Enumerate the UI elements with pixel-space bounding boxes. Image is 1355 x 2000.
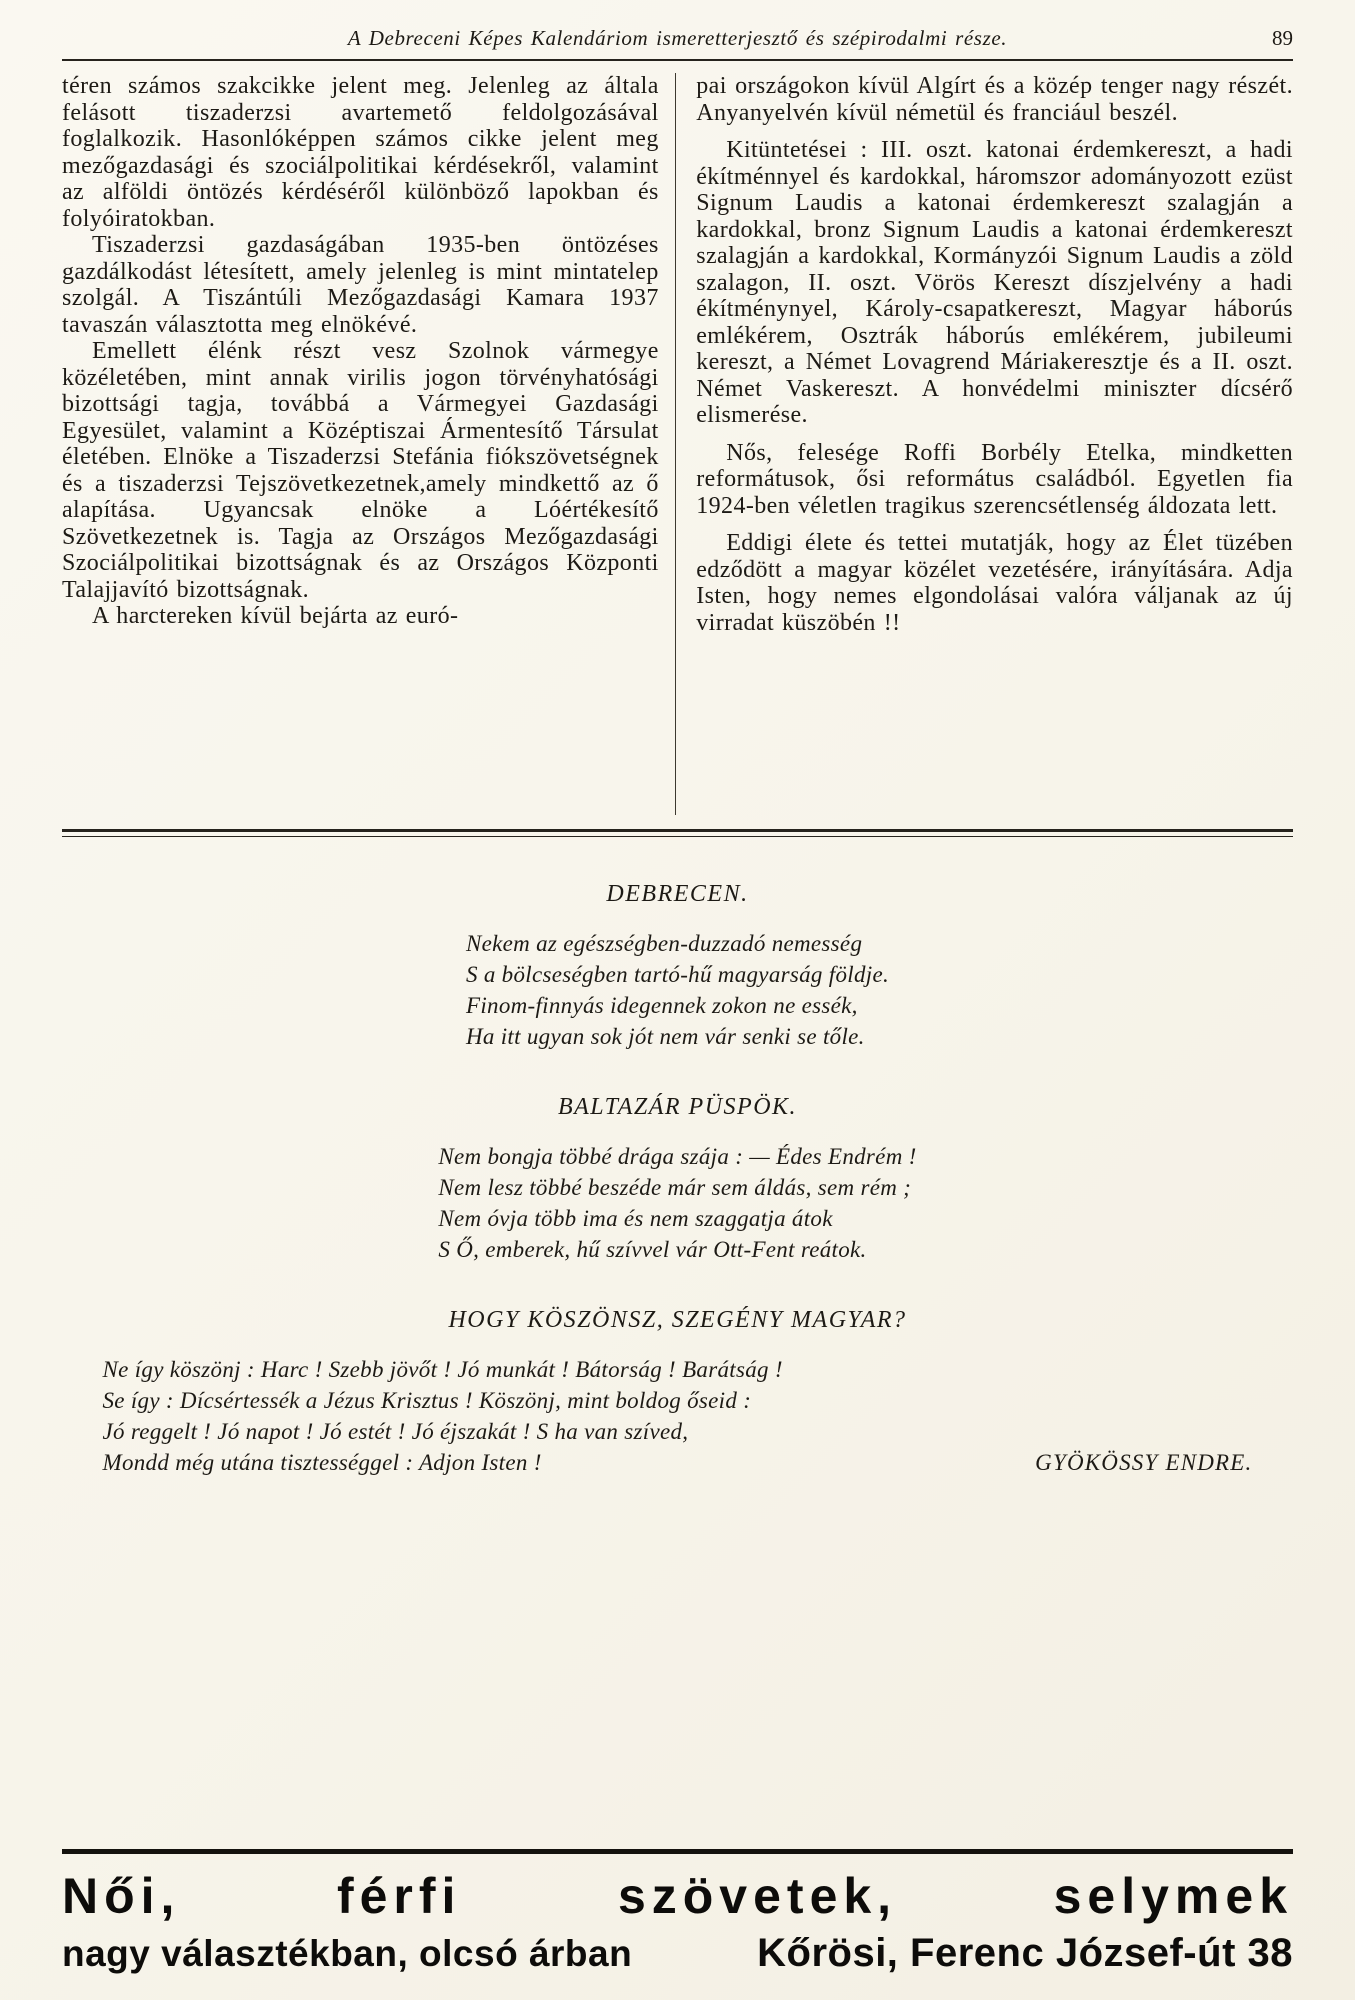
poem-line: Finom-finnyás idegennek zokon ne essék, <box>465 993 858 1018</box>
poem-body <box>103 1354 1253 1478</box>
article-paragraph: Kitüntetései : III. oszt. katonai érdemkereszt, a hadi ékítménnyel és kardokkal, háromszor adományozott ezüst Signum Laudis a katonai érdemkereszt szalagján a kardokkal, bronz Signum Laudis a katonai érdemkereszt szalagján a kardokkal, Kormányzói Signum Laudis a zöld szalagon, II. oszt. Vörös Kereszt díszjelvény a hadi ékítménynyel, Károly-csapatkereszt, Magyar háborús emlékérem, Osztrák háborús emlékérem, jubileumi kereszt, a Német Lovagrend Máriakeresztje és a II. oszt. Német Vaskereszt. A honvédelmi miniszter dícsérő elismerése. <box>696 137 1293 428</box>
article-paragraph: Eddigi élete és tettei mutatják, hogy az Élet tüzében edződött a magyar közélet vezetésére, irányítására. Adja Isten, hogy nemes elgondolásai valóra váljanak az új virradat küszöbén !! <box>696 530 1293 636</box>
poem-baltazar-puspok <box>62 1094 1293 1265</box>
poem-line: Nem lesz többé beszéde már sem áldás, sem rém ; <box>438 1175 912 1200</box>
poem-line: Mondd még utána tisztességgel : Adjon Isten ! <box>102 1450 542 1475</box>
poem-line: S Ő, emberek, hű szívvel vár Ott-Fent reátok. <box>438 1237 867 1262</box>
poem-body <box>466 928 889 1052</box>
poem-author: GYÖKÖSSY ENDRE. <box>1035 1450 1253 1475</box>
poem-hogy-koszonsz <box>62 1307 1293 1478</box>
poem-title: BALTAZÁR PÜSPÖK. <box>557 1094 798 1120</box>
poem-last-line-row <box>103 1447 1253 1478</box>
poems-section <box>62 881 1293 1520</box>
article-columns <box>62 73 1293 815</box>
advert-subline <box>62 1931 1293 1976</box>
section-divider-double-rule <box>62 829 1293 837</box>
article-paragraph: téren számos szakcikke jelent meg. Jelenleg az általa felásott tiszaderzsi avartemető feldolgozásával foglalkozik. Hasonlóképpen számos cikke jelent meg mezőgazdasági és szociálpolitikai kérdésekről, valamint az alföldi öntözés kérdéséről különböző lapokban és folyóiratokban. <box>62 73 659 232</box>
poem-line: Nem óvja több ima és nem szaggatja átok <box>438 1206 833 1231</box>
journal-title: A Debreceni Képes Kalendáriom ismeretterjesztő és szépirodalmi része. <box>347 26 1008 50</box>
poem-line: Ha itt ugyan sok jót nem vár senki se tőle. <box>465 1024 865 1049</box>
poem-line: Ne így köszönj : Harc ! Szebb jövőt ! Jó munkát ! Bátorság ! Barátság ! <box>102 1357 783 1382</box>
advert-footer <box>62 1849 1293 1987</box>
poem-line: Nem bongja többé drága szája : — Édes Endrém ! <box>438 1144 917 1169</box>
poem-title: HOGY KÖSZÖNSZ, SZEGÉNY MAGYAR? <box>448 1307 907 1333</box>
advert-banner <box>62 1867 1293 1977</box>
poem-line: S a bölcseségben tartó-hű magyarság földje. <box>465 962 889 987</box>
poem-title: DEBRECEN. <box>606 881 749 907</box>
article-paragraph: A harctereken kívül bejárta az euró- <box>92 603 459 629</box>
article-paragraph: Tiszaderzsi gazdaságában 1935-ben öntözéses gazdálkodást létesített, amely jelenleg is mint mintatelep szolgál. A Tiszántúli Mezőgazdasági Kamara 1937 tavaszán választotta meg elnökévé. <box>62 232 659 338</box>
poem-debrecen <box>62 881 1293 1052</box>
article-paragraph: Emellett élénk részt vesz Szolnok vármegye közéletében, mint annak virilis jogon törvényhatósági bizottsági tagja, továbbá a Vármegyei Gazdasági Egyesület, valamint a Középtiszai Ármentesítő Társulat életében. Elnöke a Tiszaderzsi Stefánia fiókszövetségnek és a tiszaderzsi Tejszövetkezetnek,amely mindkettő az ő alapítása. Ugyancsak elnöke a Lóértékesítő Szövetkezetnek is. Tagja az Országos Mezőgazdasági Szociálpolitikai bizottságnak és az Országos Központi Talajjavító bizottságnak. <box>62 338 659 603</box>
poem-line: Se így : Dícsértessék a Jézus Krisztus ! Köszönj, mint boldog őseid : <box>102 1388 752 1413</box>
advert-headline: Női, férfi szövetek, selymek <box>62 1867 1293 1924</box>
page-header <box>62 26 1293 61</box>
poem-line: Jó reggelt ! Jó napot ! Jó estét ! Jó éjszakát ! S ha van szíved, <box>102 1419 689 1444</box>
poem-line: Nekem az egészségben-duzzadó nemesség <box>465 931 863 956</box>
poem-body <box>438 1141 916 1265</box>
advert-subline-right: Kőrösi, Ferenc József-út 38 <box>757 1931 1293 1975</box>
header-rule <box>62 59 1293 61</box>
article-column-right <box>676 73 1293 815</box>
article-paragraph: Nős, felesége Roffi Borbély Etelka, mindketten reformátusok, ősi református családból. Egyetlen fia 1924-ben véletlen tragikus szerencsétlenség áldozata lett. <box>696 439 1293 519</box>
article-column-left <box>62 73 675 815</box>
article-paragraph: pai országokon kívül Algírt és a közép tenger nagy részét. Anyanyelvén kívül németül és franciául beszél. <box>696 73 1293 126</box>
advert-top-rule <box>62 1849 1293 1854</box>
advert-subline-left: nagy választékban, olcsó árban <box>62 1933 633 1974</box>
page-number: 89 <box>1272 26 1293 50</box>
